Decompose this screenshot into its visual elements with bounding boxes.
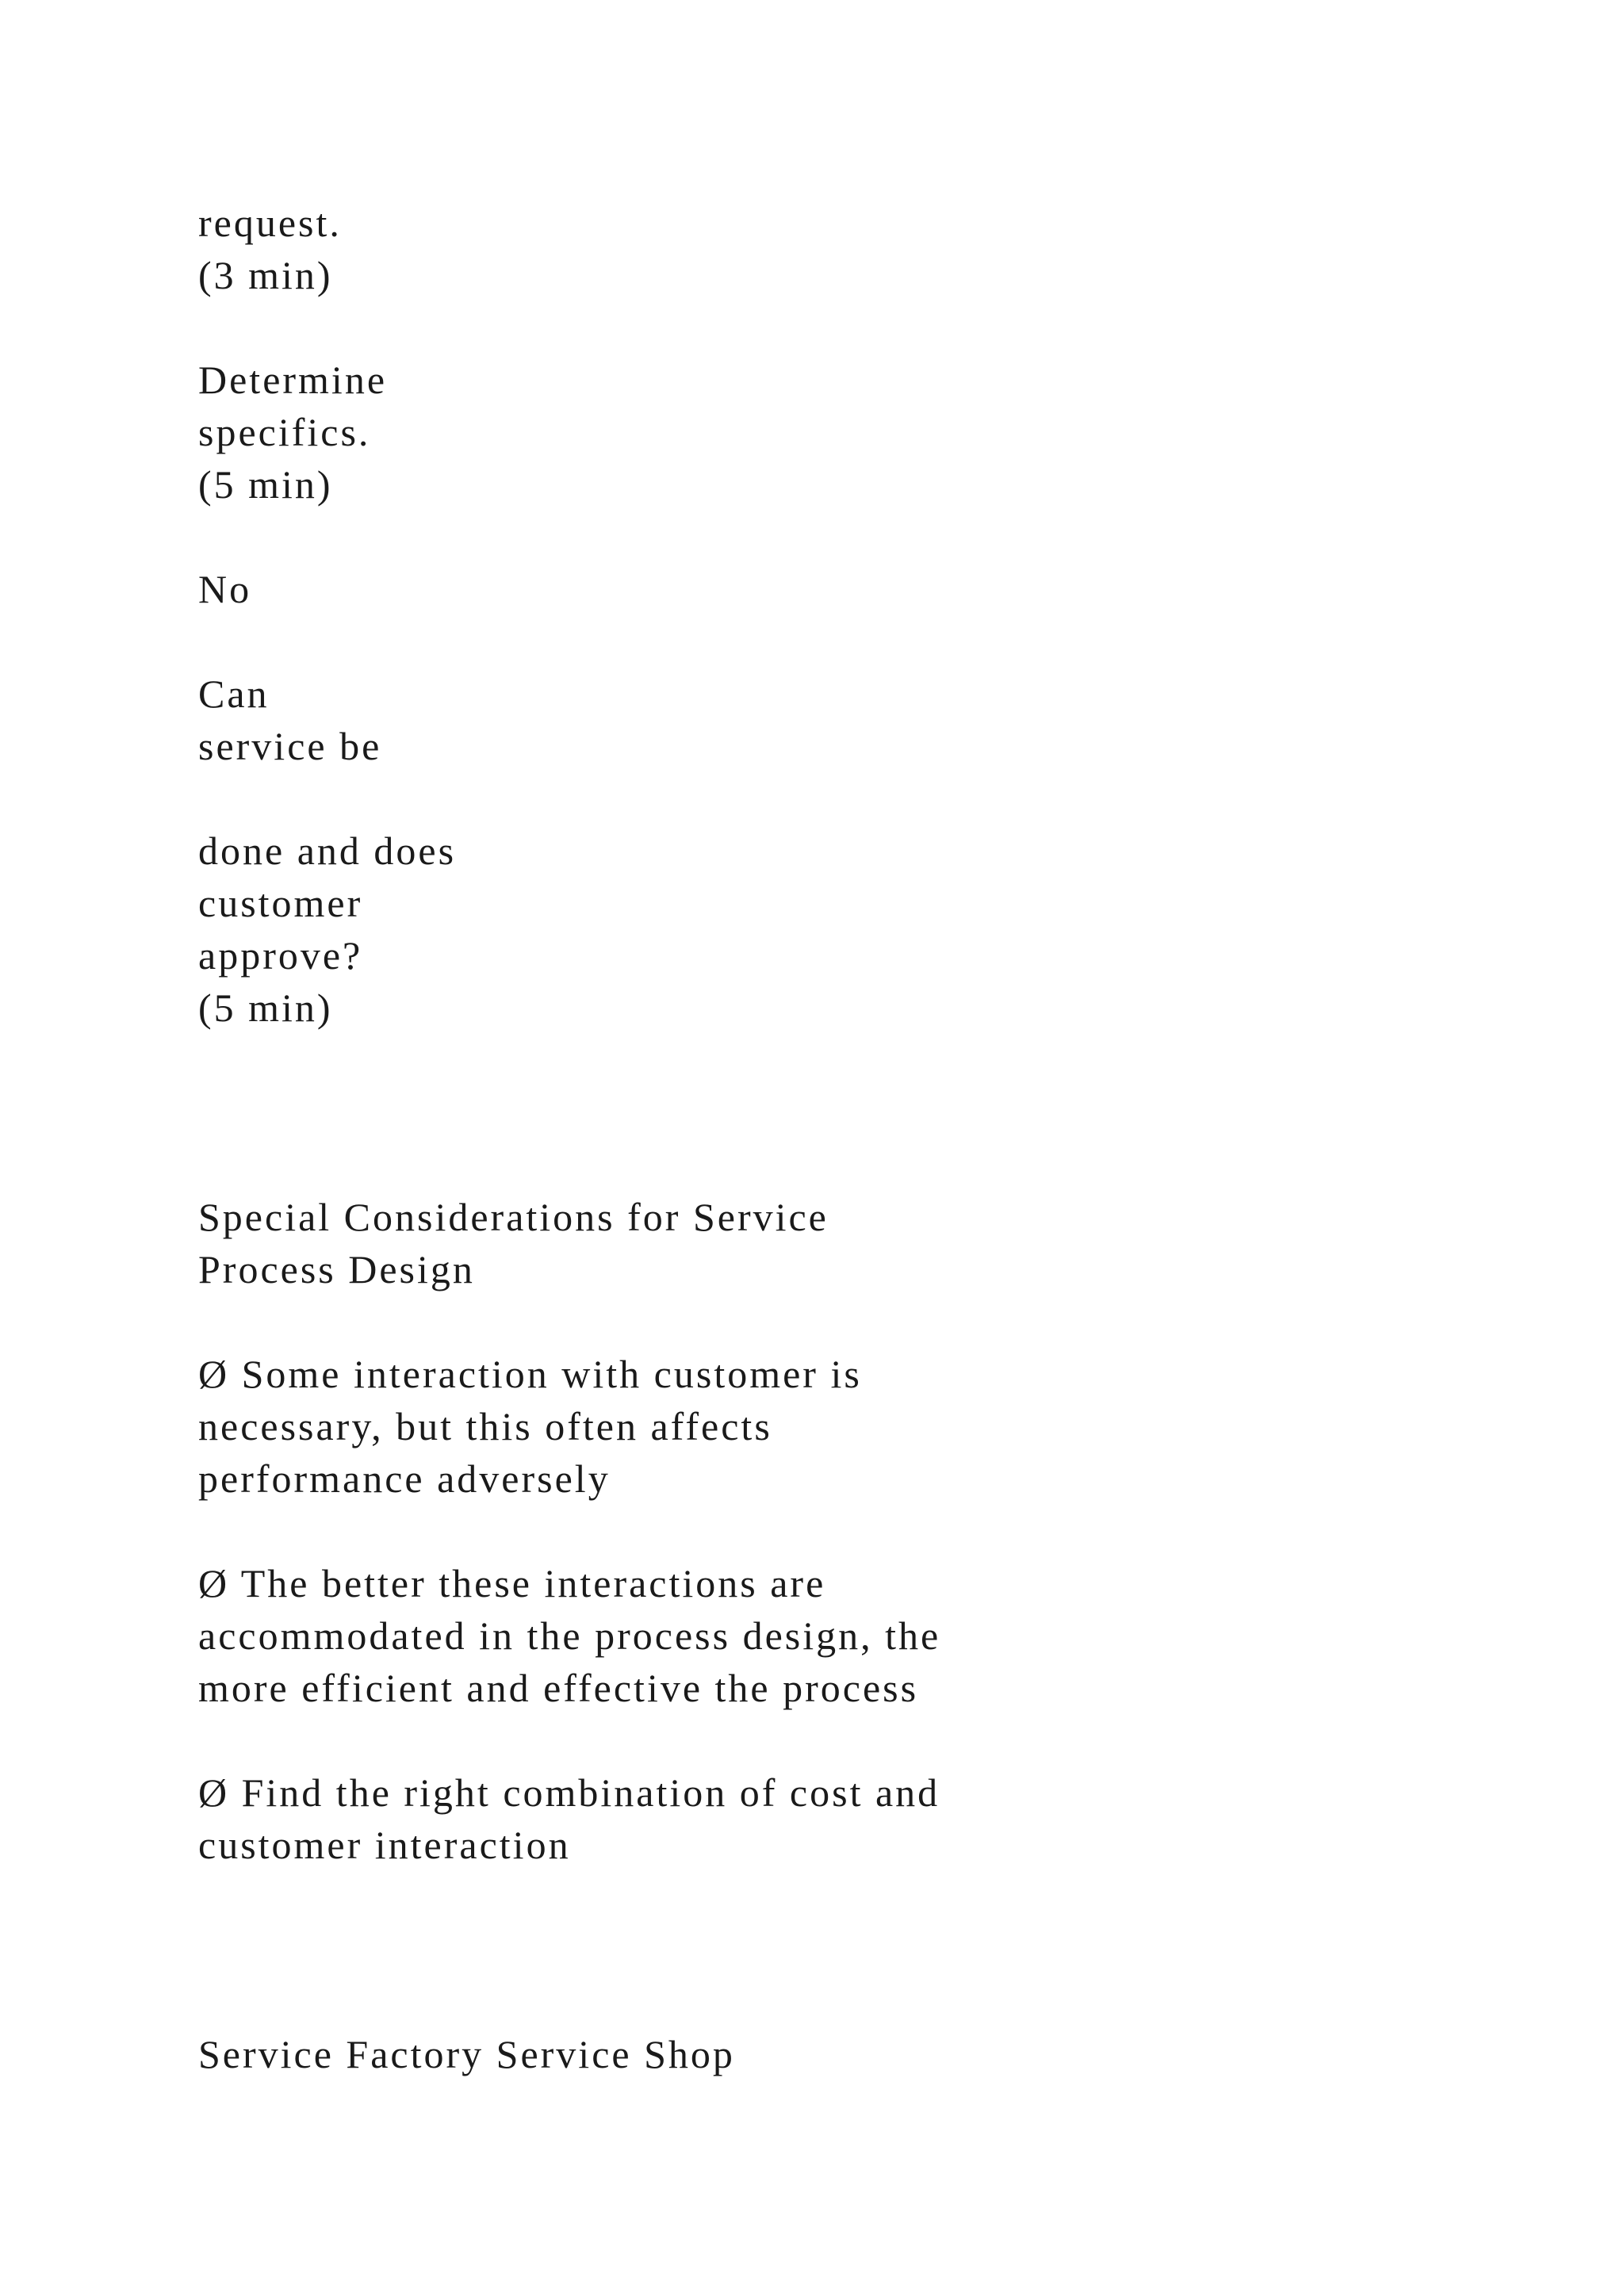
- text-line: request.: [198, 201, 342, 245]
- section-heading: Service Factory Service Shop: [198, 2032, 735, 2076]
- text-line: done and does: [198, 828, 457, 873]
- bullet-line: Ø The better these interactions are: [198, 1561, 826, 1605]
- text-line: No: [198, 567, 252, 611]
- text-line: performance adversely: [198, 1456, 611, 1501]
- bullet-line: Ø Some interaction with customer is: [198, 1352, 862, 1396]
- text-line: approve?: [198, 933, 363, 978]
- text-line: customer interaction: [198, 1823, 571, 1867]
- text-line: Determine: [198, 358, 388, 402]
- section-heading: Special Considerations for Service: [198, 1195, 829, 1239]
- text-line: specifics.: [198, 410, 371, 454]
- text-line: more efficient and effective the process: [198, 1666, 919, 1710]
- section-heading: Process Design: [198, 1247, 475, 1292]
- text-line: Can: [198, 672, 270, 716]
- text-line: accommodated in the process design, the: [198, 1613, 941, 1658]
- text-line: (3 min): [198, 253, 333, 297]
- text-line: customer: [198, 881, 363, 925]
- text-line: (5 min): [198, 985, 333, 1030]
- text-line: service be: [198, 724, 382, 768]
- text-line: necessary, but this often affects: [198, 1404, 772, 1448]
- bullet-line: Ø Find the right combination of cost and: [198, 1770, 940, 1815]
- text-line: (5 min): [198, 462, 333, 507]
